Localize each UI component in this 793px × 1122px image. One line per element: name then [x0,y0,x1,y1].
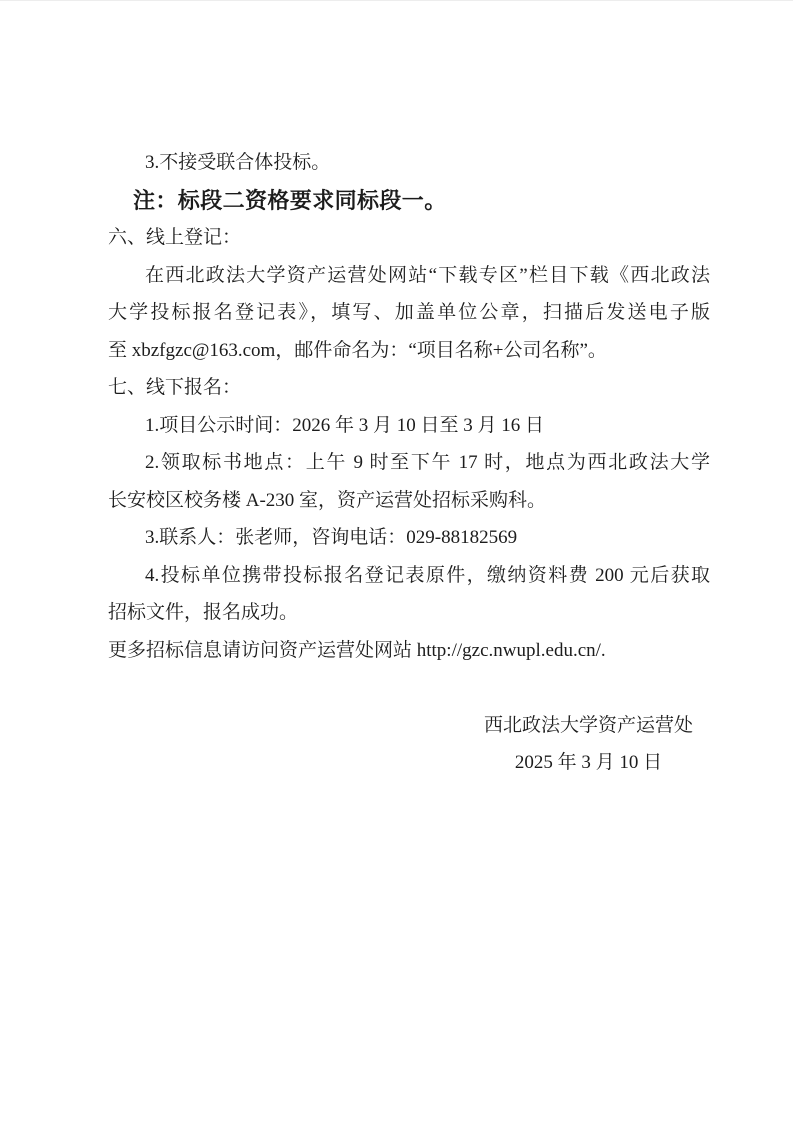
online-registration-text-line-2: 大学投标报名登记表》，填写、加盖单位公章，扫描后发送电子版 [108,302,710,323]
document-body [108,1,710,782]
signature-date: 2025 年 3 月 10 日 [514,752,663,773]
signature-organization: 西北政法大学资产运营处 [483,714,693,736]
item-4-registration-fee-line-1: 4.投标单位携带投标报名登记表原件，缴纳资料费 200 元后获取 [145,564,710,586]
online-registration-text-line-3: 至 xbzfgzc@163.com，邮件命名为：“项目名称+公司名称”。 [108,339,607,361]
online-registration-text-line-1: 在西北政法大学资产运营处网站“下载专区”栏目下载《西北政法 [145,264,710,286]
item-1-publicity-period: 1.项目公示时间：2026 年 3 月 10 日至 3 月 16 日 [145,414,545,436]
item-2-bid-doc-pickup-line-2: 长安校区校务楼 A-230 室，资产运营处招标采购科。 [108,489,547,511]
note-lot2-qualification: 注：标段二资格要求同标段一。 [133,187,447,213]
section-6-heading-online-registration: 六、线上登记： [108,227,242,248]
blank-line [108,669,710,707]
clause-3-no-joint-bids: 3.不接受联合体投标。 [145,152,331,173]
item-2-bid-doc-pickup-line-1: 2.领取标书地点：上午 9 时至下午 17 时，地点为西北政法大学 [145,452,710,473]
section-7-heading-offline-registration: 七、线下报名： [108,377,242,398]
item-4-registration-fee-line-2: 招标文件，报名成功。 [108,602,299,623]
item-3-contact-info: 3.联系人：张老师，咨询电话：029-88182569 [145,527,518,548]
signature-block [484,707,693,782]
more-info-website-line: 更多招标信息请访问资产运营处网站 http://gzc.nwupl.edu.cn/. [108,639,606,661]
